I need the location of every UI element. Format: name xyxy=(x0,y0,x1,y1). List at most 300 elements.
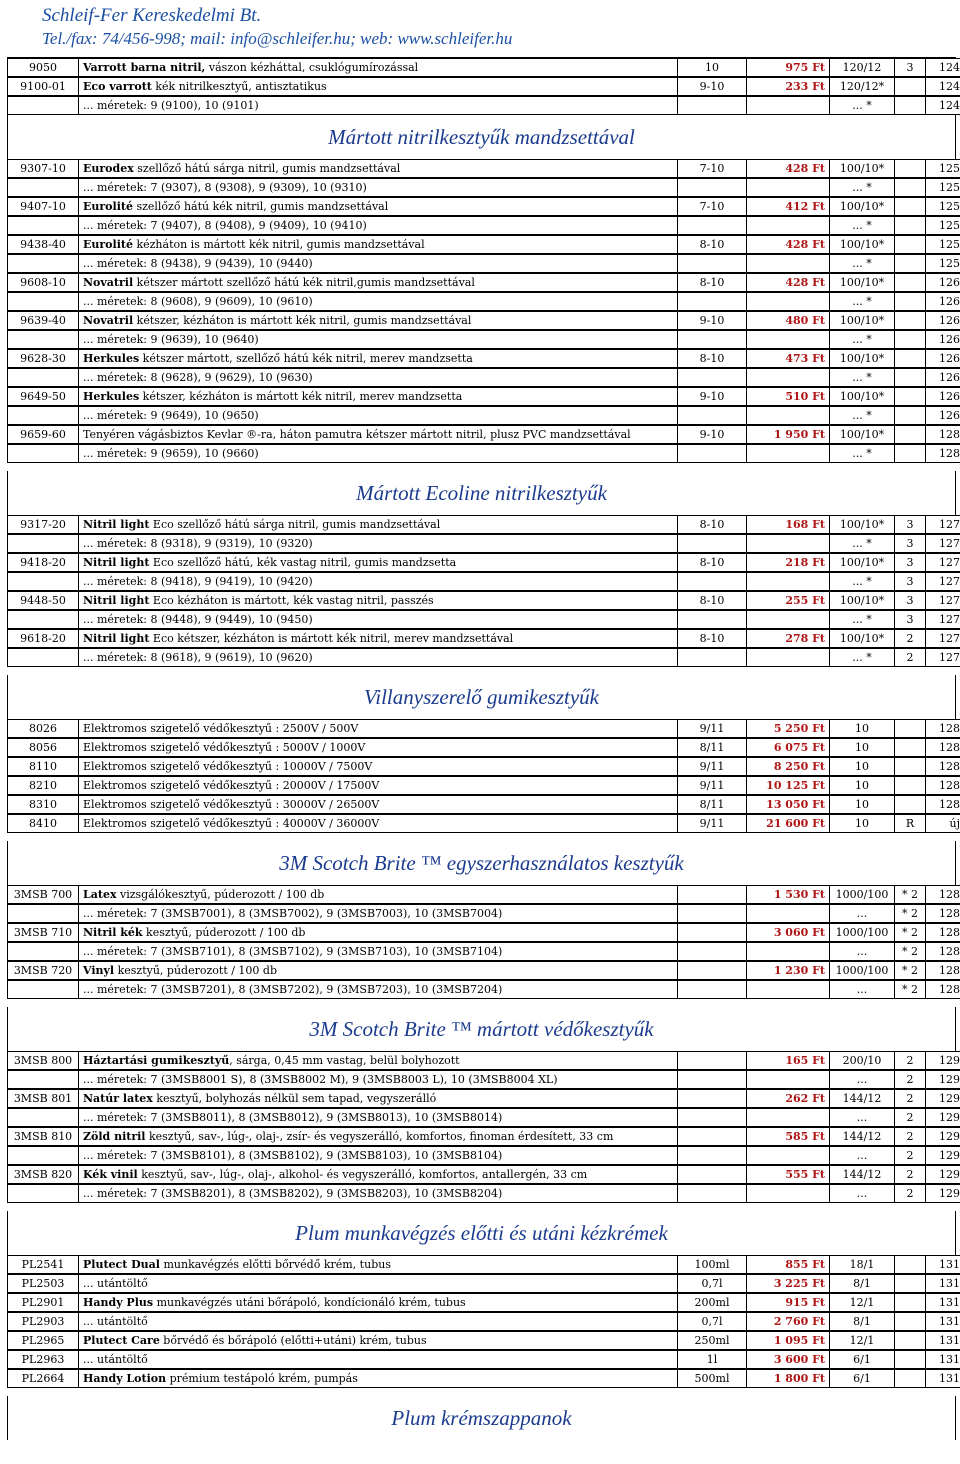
table-row xyxy=(7,1350,960,1369)
product-price: 473 Ft xyxy=(747,350,830,368)
product-detail: ... méretek: 8 (9318), 9 (9319), 10 (9320) xyxy=(83,537,313,550)
product-size: 8-10 xyxy=(678,592,747,610)
product-code: 9448-50 xyxy=(8,592,79,610)
product-size xyxy=(678,407,747,425)
product-size: 200ml xyxy=(678,1294,747,1312)
product-code xyxy=(8,179,79,197)
product-description xyxy=(79,981,678,999)
product-size: 7-10 xyxy=(678,160,747,178)
product-description xyxy=(79,924,678,942)
table-row xyxy=(7,1184,960,1203)
product-pack: ... xyxy=(830,1147,895,1165)
product-price xyxy=(747,407,830,425)
product-size xyxy=(678,943,747,961)
catalog-page: 125 xyxy=(926,255,960,273)
product-pack: 8/1 xyxy=(830,1275,895,1293)
catalog-page: 126 xyxy=(926,388,960,406)
product-name: Nitril light xyxy=(83,594,150,607)
product-code xyxy=(8,649,79,667)
product-code xyxy=(8,1109,79,1127)
section-gap xyxy=(7,1388,956,1396)
table-row xyxy=(7,534,960,553)
product-price: 585 Ft xyxy=(747,1128,830,1146)
product-detail: ... méretek: 8 (9618), 9 (9619), 10 (9620) xyxy=(83,651,313,664)
product-pack: 12/1 xyxy=(830,1294,895,1312)
product-pack: 12/1 xyxy=(830,1332,895,1350)
product-pack: 120/12* xyxy=(830,78,895,96)
catalog-page: 131 xyxy=(926,1294,960,1312)
product-size xyxy=(678,97,747,115)
product-description xyxy=(79,1294,678,1312)
table-row xyxy=(7,1070,960,1089)
catalog-page: 128 xyxy=(926,962,960,980)
catalog-page: új xyxy=(926,815,960,833)
product-code xyxy=(8,535,79,553)
product-pack: ... * xyxy=(830,611,895,629)
product-price xyxy=(747,1109,830,1127)
product-flag: R xyxy=(895,815,926,833)
product-price xyxy=(747,905,830,923)
product-detail: munkavégzés utáni bőrápoló, kondícionáló krém, tubus xyxy=(153,1296,466,1309)
table-row xyxy=(7,1089,960,1108)
product-flag: 2 xyxy=(895,649,926,667)
product-description xyxy=(79,1275,678,1293)
product-size: 9/11 xyxy=(678,758,747,776)
table-row xyxy=(7,980,960,999)
product-code: PL2664 xyxy=(8,1370,79,1388)
product-price xyxy=(747,445,830,463)
table-row xyxy=(7,197,960,216)
catalog-page: 129 xyxy=(926,1109,960,1127)
product-size: 8-10 xyxy=(678,516,747,534)
product-price: 218 Ft xyxy=(747,554,830,572)
product-name: Vinyl xyxy=(83,964,115,977)
product-price: 233 Ft xyxy=(747,78,830,96)
product-name: Latex xyxy=(83,888,117,901)
product-pack: ... * xyxy=(830,573,895,591)
product-pack: ... * xyxy=(830,255,895,273)
product-size: 10 xyxy=(678,59,747,77)
product-flag: 3 xyxy=(895,516,926,534)
product-detail: ... utántöltő xyxy=(83,1277,148,1290)
product-flag xyxy=(895,1370,926,1388)
product-code: 3MSB 810 xyxy=(8,1128,79,1146)
product-flag xyxy=(895,97,926,115)
product-code xyxy=(8,1147,79,1165)
product-flag: 3 xyxy=(895,573,926,591)
catalog-page: 126 xyxy=(926,274,960,292)
product-detail: ... méretek: 9 (9659), 10 (9660) xyxy=(83,447,259,460)
product-flag: 2 xyxy=(895,1166,926,1184)
product-detail: ... méretek: 9 (9649), 10 (9650) xyxy=(83,409,259,422)
section-gap xyxy=(7,833,956,841)
product-detail: kesztyű, sav-, lúg-, olaj-, zsír- és vegyszerálló, komfortos, finoman érdesített, 33 cm xyxy=(145,1130,614,1143)
catalog-page: 127 xyxy=(926,630,960,648)
product-description xyxy=(79,59,678,77)
table-row xyxy=(7,292,960,311)
catalog-page: 128 xyxy=(926,739,960,757)
product-size xyxy=(678,1052,747,1070)
product-price: 975 Ft xyxy=(747,59,830,77)
product-pack: ... xyxy=(830,1071,895,1089)
company-contact: Tel./fax: 74/456-998; mail: info@schleifer.hu; web: www.schleifer.hu xyxy=(42,29,513,48)
product-size xyxy=(678,1166,747,1184)
product-description xyxy=(79,1332,678,1350)
table-row xyxy=(7,1369,960,1388)
product-name: Novatril xyxy=(83,314,134,327)
product-code: 3MSB 800 xyxy=(8,1052,79,1070)
catalog-page: 126 xyxy=(926,312,960,330)
product-code: PL2901 xyxy=(8,1294,79,1312)
product-flag: 2 xyxy=(895,630,926,648)
product-flag xyxy=(895,350,926,368)
product-flag xyxy=(895,236,926,254)
catalog-page: 126 xyxy=(926,350,960,368)
product-size: 100ml xyxy=(678,1256,747,1274)
catalog-page: 127 xyxy=(926,516,960,534)
table-row xyxy=(7,1274,960,1293)
product-pack: 6/1 xyxy=(830,1370,895,1388)
product-size: 0,7l xyxy=(678,1275,747,1293)
product-flag xyxy=(895,312,926,330)
product-pack: ... * xyxy=(830,649,895,667)
product-flag xyxy=(895,777,926,795)
product-detail: ... méretek: 7 (3MSB7201), 8 (3MSB7202), 9 (3MSB7203), 10 (3MSB7204) xyxy=(83,983,503,996)
product-code: 9618-20 xyxy=(8,630,79,648)
product-pack: ... xyxy=(830,1185,895,1203)
product-detail: Eco kétszer, kézháton is mártott kék nitril, merev mandzsettával xyxy=(149,632,514,645)
product-size: 1l xyxy=(678,1351,747,1369)
product-flag xyxy=(895,369,926,387)
product-detail: ... méretek: 8 (9438), 9 (9439), 10 (9440) xyxy=(83,257,313,270)
company-header xyxy=(0,0,960,49)
product-code: 8110 xyxy=(8,758,79,776)
section-title: 3M Scotch Brite ™ mártott védőkesztyűk xyxy=(7,1007,956,1051)
section-gap xyxy=(7,1203,956,1211)
catalog-page: 128 xyxy=(926,905,960,923)
product-description xyxy=(79,1313,678,1331)
catalog-page: 127 xyxy=(926,611,960,629)
product-code: 8210 xyxy=(8,777,79,795)
product-code: 3MSB 700 xyxy=(8,886,79,904)
product-code: 9050 xyxy=(8,59,79,77)
product-pack: 100/10* xyxy=(830,312,895,330)
product-code xyxy=(8,611,79,629)
product-detail: ... méretek: 7 (3MSB7101), 8 (3MSB7102), 9 (3MSB7103), 10 (3MSB7104) xyxy=(83,945,503,958)
product-description xyxy=(79,1256,678,1274)
product-pack: 100/10* xyxy=(830,630,895,648)
section-gap xyxy=(7,999,956,1007)
product-pack: ... * xyxy=(830,293,895,311)
product-pack: ... xyxy=(830,905,895,923)
product-code: 9608-10 xyxy=(8,274,79,292)
product-code: 3MSB 820 xyxy=(8,1166,79,1184)
product-code xyxy=(8,981,79,999)
product-price xyxy=(747,649,830,667)
product-size: 250ml xyxy=(678,1332,747,1350)
product-description xyxy=(79,649,678,667)
product-size xyxy=(678,924,747,942)
product-flag: 3 xyxy=(895,554,926,572)
product-flag: 2 xyxy=(895,1052,926,1070)
product-price xyxy=(747,535,830,553)
product-detail: kétszer mártott, szellőző hátú kék nitril, merev mandzsetta xyxy=(139,352,473,365)
catalog-page: 125 xyxy=(926,236,960,254)
product-flag: * 2 xyxy=(895,962,926,980)
product-pack: 144/12 xyxy=(830,1166,895,1184)
product-size xyxy=(678,1071,747,1089)
catalog-page: 128 xyxy=(926,796,960,814)
product-price xyxy=(747,1185,830,1203)
product-description xyxy=(79,236,678,254)
product-description xyxy=(79,886,678,904)
product-code: 8056 xyxy=(8,739,79,757)
product-code xyxy=(8,407,79,425)
product-pack: 1000/100 xyxy=(830,886,895,904)
section-title: Plum krémszappanok xyxy=(7,1396,956,1440)
product-pack: 10 xyxy=(830,739,895,757)
table-row xyxy=(7,814,960,833)
product-price: 1 800 Ft xyxy=(747,1370,830,1388)
product-size xyxy=(678,535,747,553)
product-price xyxy=(747,255,830,273)
product-detail: prémium testápoló krém, pumpás xyxy=(166,1372,358,1385)
product-detail: ... méretek: 7 (3MSB7001), 8 (3MSB7002), 9 (3MSB7003), 10 (3MSB7004) xyxy=(83,907,503,920)
product-detail: kézháton is mártott kék nitril, gumis mandzsettával xyxy=(132,238,425,251)
product-detail: Elektromos szigetelő védőkesztyű : 20000V / 17500V xyxy=(83,779,380,792)
product-description xyxy=(79,720,678,738)
product-pack: 144/12 xyxy=(830,1128,895,1146)
price-list xyxy=(7,57,960,1448)
product-price: 428 Ft xyxy=(747,160,830,178)
product-code: 9317-20 xyxy=(8,516,79,534)
product-pack: 100/10* xyxy=(830,426,895,444)
product-pack: 100/10* xyxy=(830,388,895,406)
product-code: PL2963 xyxy=(8,1351,79,1369)
product-pack: 8/1 xyxy=(830,1313,895,1331)
product-size: 9/11 xyxy=(678,720,747,738)
product-price: 510 Ft xyxy=(747,388,830,406)
section-title: 3M Scotch Brite ™ egyszerhasználatos kesztyűk xyxy=(7,841,956,885)
product-description xyxy=(79,796,678,814)
product-flag xyxy=(895,1294,926,1312)
product-size xyxy=(678,293,747,311)
product-pack: ... * xyxy=(830,217,895,235)
section-gap xyxy=(7,463,956,471)
product-size: 8-10 xyxy=(678,554,747,572)
product-price: 278 Ft xyxy=(747,630,830,648)
product-price xyxy=(747,981,830,999)
product-description xyxy=(79,1090,678,1108)
product-description xyxy=(79,1128,678,1146)
product-flag xyxy=(895,78,926,96)
product-code: 3MSB 801 xyxy=(8,1090,79,1108)
catalog-page: 127 xyxy=(926,554,960,572)
product-code xyxy=(8,943,79,961)
product-pack: 100/10* xyxy=(830,554,895,572)
product-size: 0,7l xyxy=(678,1313,747,1331)
product-name: Háztartási gumikesztyű xyxy=(83,1054,230,1067)
product-detail: ... méretek: 9 (9639), 10 (9640) xyxy=(83,333,259,346)
catalog-page: 126 xyxy=(926,369,960,387)
catalog-page: 124 xyxy=(926,59,960,77)
product-name: Natúr latex xyxy=(83,1092,153,1105)
catalog-page: 127 xyxy=(926,573,960,591)
product-code: PL2903 xyxy=(8,1313,79,1331)
catalog-page: 126 xyxy=(926,331,960,349)
section-gap xyxy=(7,667,956,675)
product-pack: 100/10* xyxy=(830,236,895,254)
table-row xyxy=(7,425,960,444)
catalog-page: 129 xyxy=(926,1128,960,1146)
product-name: Plutect Care xyxy=(83,1334,160,1347)
catalog-page: 125 xyxy=(926,217,960,235)
product-description xyxy=(79,1166,678,1184)
product-description xyxy=(79,1071,678,1089)
product-price xyxy=(747,293,830,311)
catalog-page: 131 xyxy=(926,1370,960,1388)
product-detail: kétszer, kézháton is mártott kék nitril, gumis mandzsettával xyxy=(133,314,472,327)
product-flag: 3 xyxy=(895,611,926,629)
catalog-page: 128 xyxy=(926,924,960,942)
product-size: 500ml xyxy=(678,1370,747,1388)
product-detail: Tenyéren vágásbiztos Kevlar ®-ra, háton pamutra kétszer mártott nitril, plusz PVC mandzsettával xyxy=(83,428,631,441)
product-description xyxy=(79,97,678,115)
table-row xyxy=(7,311,960,330)
product-size xyxy=(678,1109,747,1127)
product-pack: 100/10* xyxy=(830,160,895,178)
catalog-page: 129 xyxy=(926,1090,960,1108)
product-name: Herkules xyxy=(83,352,140,365)
product-code: 9628-30 xyxy=(8,350,79,368)
product-flag: * 2 xyxy=(895,886,926,904)
product-detail: bőrvédő és bőrápoló (előtti+utáni) krém, tubus xyxy=(159,1334,427,1347)
table-row xyxy=(7,1108,960,1127)
catalog-page: 128 xyxy=(926,758,960,776)
product-flag xyxy=(895,179,926,197)
product-description xyxy=(79,1370,678,1388)
product-name: Eco varrott xyxy=(83,80,152,93)
product-pack: 10 xyxy=(830,796,895,814)
table-row xyxy=(7,1146,960,1165)
product-description xyxy=(79,1052,678,1070)
section-title: Plum munkavégzés előtti és utáni kézkrémek xyxy=(7,1211,956,1255)
section-title: Mártott Ecoline nitrilkesztyűk xyxy=(7,471,956,515)
product-description xyxy=(79,962,678,980)
product-description xyxy=(79,516,678,534)
catalog-page: 129 xyxy=(926,1147,960,1165)
table-row xyxy=(7,1165,960,1184)
table-row xyxy=(7,178,960,197)
product-price: 165 Ft xyxy=(747,1052,830,1070)
product-flag xyxy=(895,1275,926,1293)
product-flag xyxy=(895,388,926,406)
table-row xyxy=(7,553,960,572)
product-price: 2 760 Ft xyxy=(747,1313,830,1331)
product-code: 3MSB 710 xyxy=(8,924,79,942)
table-row xyxy=(7,1255,960,1274)
product-description xyxy=(79,331,678,349)
product-detail: kesztyű, bolyhozás nélkül sem tapad, vegyszerálló xyxy=(152,1092,437,1105)
table-row xyxy=(7,961,960,980)
product-detail: Elektromos szigetelő védőkesztyű : 2500V / 500V xyxy=(83,722,359,735)
product-pack: ... * xyxy=(830,407,895,425)
product-size: 9-10 xyxy=(678,78,747,96)
product-size: 9-10 xyxy=(678,426,747,444)
product-code xyxy=(8,217,79,235)
product-description xyxy=(79,905,678,923)
product-code: 9100-01 xyxy=(8,78,79,96)
table-row xyxy=(7,795,960,814)
product-flag xyxy=(895,217,926,235)
product-detail: Elektromos szigetelő védőkesztyű : 5000V / 1000V xyxy=(83,741,366,754)
product-pack: 100/10* xyxy=(830,274,895,292)
product-pack: 100/10* xyxy=(830,350,895,368)
catalog-page: 128 xyxy=(926,720,960,738)
product-description xyxy=(79,312,678,330)
table-row xyxy=(7,406,960,425)
catalog-page: 131 xyxy=(926,1313,960,1331)
product-detail: Elektromos szigetelő védőkesztyű : 10000V / 7500V xyxy=(83,760,373,773)
catalog-page: 128 xyxy=(926,981,960,999)
product-detail: ... méretek: 7 (3MSB8101), 8 (3MSB8102), 9 (3MSB8103), 10 (3MSB8104) xyxy=(83,1149,503,1162)
catalog-page: 131 xyxy=(926,1256,960,1274)
section-title: Mártott nitrilkesztyűk mandzsettával xyxy=(7,115,956,159)
product-flag: 3 xyxy=(895,59,926,77)
product-price: 1 230 Ft xyxy=(747,962,830,980)
product-flag xyxy=(895,739,926,757)
product-name: Eurodex xyxy=(83,162,134,175)
product-size: 9/11 xyxy=(678,815,747,833)
product-pack: 10 xyxy=(830,758,895,776)
product-size xyxy=(678,573,747,591)
product-flag xyxy=(895,426,926,444)
product-code: 8310 xyxy=(8,796,79,814)
product-flag xyxy=(895,720,926,738)
product-description xyxy=(79,293,678,311)
table-row xyxy=(7,1293,960,1312)
product-code xyxy=(8,293,79,311)
product-flag: * 2 xyxy=(895,905,926,923)
product-detail: vászon kézháttal, csuklógumírozással xyxy=(205,61,419,74)
product-detail: kesztyű, púderozott / 100 db xyxy=(114,964,278,977)
product-code xyxy=(8,905,79,923)
product-size xyxy=(678,649,747,667)
product-price: 262 Ft xyxy=(747,1090,830,1108)
product-code: 8410 xyxy=(8,815,79,833)
table-row xyxy=(7,648,960,667)
product-pack: ... * xyxy=(830,331,895,349)
product-flag: 2 xyxy=(895,1109,926,1127)
product-price xyxy=(747,611,830,629)
product-detail: kék nitrilkesztyű, antisztatikus xyxy=(151,80,327,93)
catalog-page: 124 xyxy=(926,97,960,115)
product-price: 1 530 Ft xyxy=(747,886,830,904)
table-row xyxy=(7,591,960,610)
product-description xyxy=(79,1351,678,1369)
product-detail: ... utántöltő xyxy=(83,1353,148,1366)
product-size xyxy=(678,217,747,235)
product-price: 555 Ft xyxy=(747,1166,830,1184)
product-size xyxy=(678,1147,747,1165)
catalog-page: 129 xyxy=(926,1071,960,1089)
product-size: 9-10 xyxy=(678,388,747,406)
product-detail: kétszer mártott szellőző hátú kék nitril,gumis mandzsettával xyxy=(133,276,475,289)
product-detail: vizsgálókesztyű, púderozott / 100 db xyxy=(116,888,325,901)
product-description xyxy=(79,573,678,591)
catalog-page: 128 xyxy=(926,943,960,961)
table-row xyxy=(7,719,960,738)
